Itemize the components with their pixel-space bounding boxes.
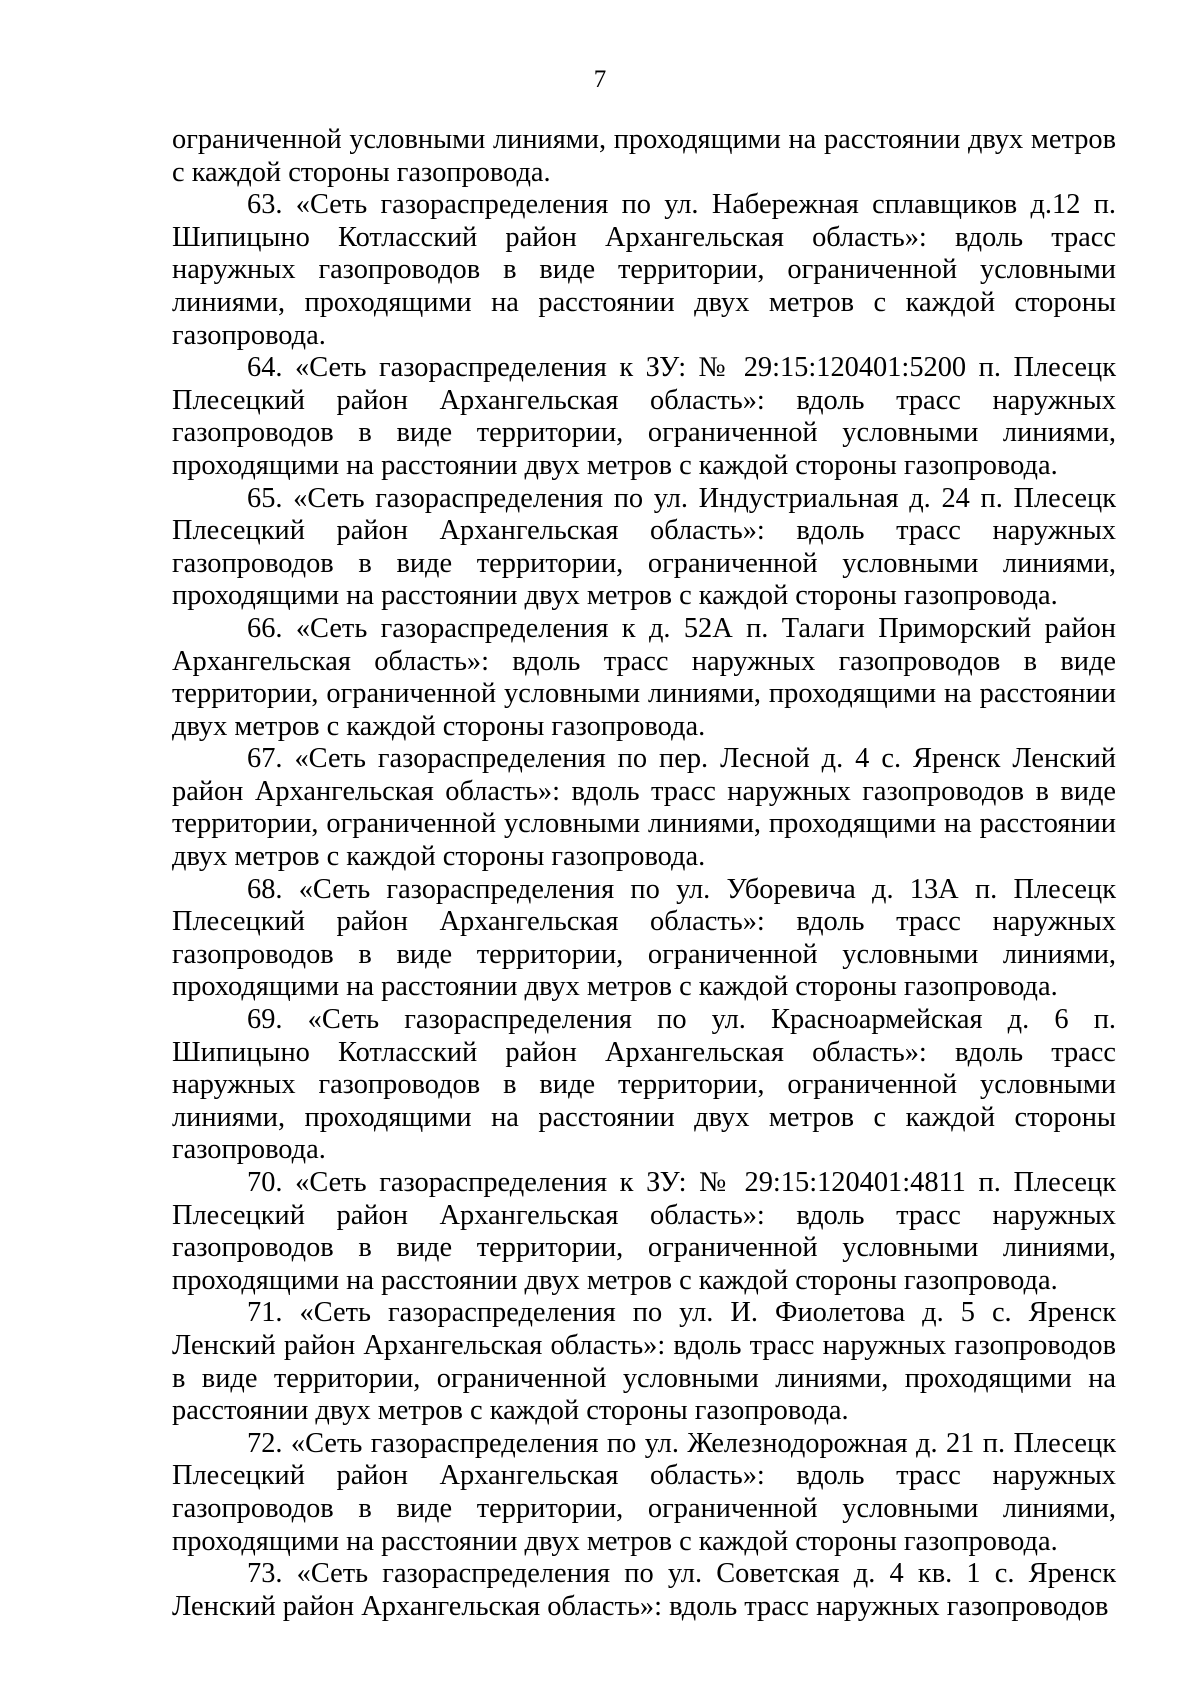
list-item-71: 71. «Сеть газораспределения по ул. И. Фиолетова д. 5 с. Яренск Ленский район Архангельская область»: вдоль трасс наружных газопроводов в виде территории, ограниченной условными линиями, проходящими на расстоянии двух метров с каждой стороны газопровода. (172, 1297, 1116, 1427)
list-item-69: 69. «Сеть газораспределения по ул. Красноармейская д. 6 п. Шипицыно Котласский район Архангельская область»: вдоль трасс наружных газопроводов в виде территории, ограниченной условными линиями, проходящими на расстоянии двух метров с каждой стороны газопровода. (172, 1004, 1116, 1166)
list-item-65: 65. «Сеть газораспределения по ул. Индустриальная д. 24 п. Плесецк Плесецкий район Архангельская область»: вдоль трасс наружных газопроводов в виде территории, ограниченной условными линиями, проходящими на расстоянии двух метров с каждой стороны газопровода. (172, 482, 1116, 612)
list-item-72: 72. «Сеть газораспределения по ул. Железнодорожная д. 21 п. Плесецк Плесецкий район Архангельская область»: вдоль трасс наружных газопроводов в виде территории, ограниченной условными линиями, проходящими на расстоянии двух метров с каждой стороны газопровода. (172, 1427, 1116, 1557)
list-item-63: 63. «Сеть газораспределения по ул. Набережная сплавщиков д.12 п. Шипицыно Котласский район Архангельская область»: вдоль трасс наружных газопроводов в виде территории, ограниченной условными линиями, проходящими на расстоянии двух метров с каждой стороны газопровода. (172, 189, 1116, 351)
list-item-68: 68. «Сеть газораспределения по ул. Уборевича д. 13А п. Плесецк Плесецкий район Архангельская область»: вдоль трасс наружных газопроводов в виде территории, ограниченной условными линиями, проходящими на расстоянии двух метров с каждой стороны газопровода. (172, 873, 1116, 1003)
page-number: 7 (593, 66, 607, 93)
list-item-67: 67. «Сеть газораспределения по пер. Лесной д. 4 с. Яренск Ленский район Архангельская область»: вдоль трасс наружных газопроводов в виде территории, ограниченной условными линиями, проходящими на расстоянии двух метров с каждой стороны газопровода. (172, 743, 1116, 873)
list-item-70: 70. «Сеть газораспределения к ЗУ: № 29:15:120401:4811 п. Плесецк Плесецкий район Архангельская область»: вдоль трасс наружных газопроводов в виде территории, ограниченной условными линиями, проходящими на расстоянии двух метров с каждой стороны газопровода. (172, 1167, 1116, 1296)
paragraph-continuation: ограниченной условными линиями, проходящими на расстоянии двух метров с каждой стороны газопровода. (172, 124, 1116, 188)
list-item-64: 64. «Сеть газораспределения к ЗУ: № 29:15:120401:5200 п. Плесецк Плесецкий район Архангельская область»: вдоль трасс наружных газопроводов в виде территории, ограниченной условными линиями, проходящими на расстоянии двух метров с каждой стороны газопровода. (172, 352, 1116, 481)
document-body (172, 124, 1116, 1623)
list-item-73: 73. «Сеть газораспределения по ул. Советская д. 4 кв. 1 с. Яренск Ленский район Архангельская область»: вдоль трасс наружных газопроводов (172, 1558, 1116, 1622)
list-item-66: 66. «Сеть газораспределения к д. 52А п. Талаги Приморский район Архангельская область»: вдоль трасс наружных газопроводов в виде территории, ограниченной условными линиями, проходящими на расстоянии двух метров с каждой стороны газопровода. (172, 612, 1116, 742)
